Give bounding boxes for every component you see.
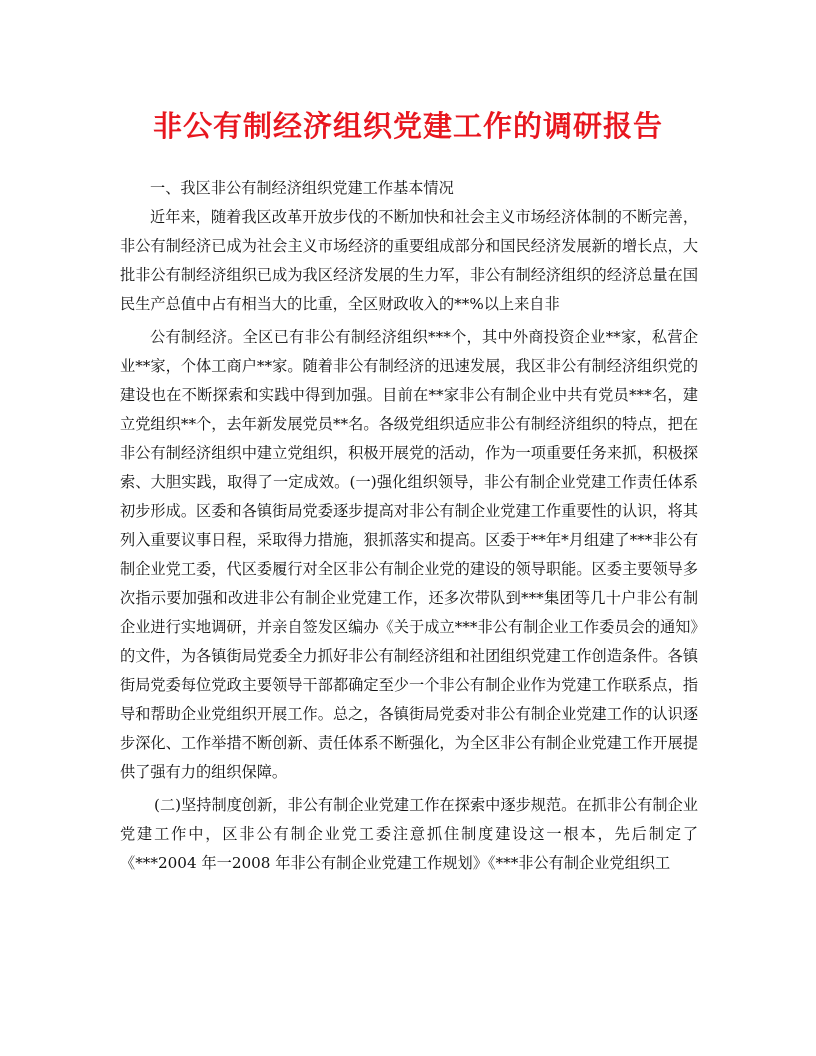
paragraph-main: 公有制经济。全区已有非公有制经济组织***个，其中外商投资企业**家，私营企业**家，个体工商户**家。随着非公有制经济的迅速发展，我区非公有制经济组织党的建设也在不断探索和实践中得到加强。目前在**家非公有制企业中共有党员***名，建立党组织**个，去年新发展党员**名。各级党组织适应非公有制经济组织的特点，把在非公有制经济组织中建立党组织，积极开展党的活动，作为一项重要任务来抓，积极探索、大胆实践，取得了一定成效。(一)强化组织领导，非公有制企业党建工作责任体系初步形成。区委和各镇街局党委逐步提高对非公有制企业党建工作重要性的认识，将其列入重要议事日程，采取得力措施，狠抓落实和提高。区委于**年*月组建了***非公有制企业党工委，代区委履行对全区非公有制企业党的建设的领导职能。区委主要领导多次指示要加强和改进非公有制企业党建工作，还多次带队到***集团等几十户非公有制企业进行实地调研，并亲自签发区编办《关于成立***非公有制企业工作委员会的通知》的文件，为各镇街局党委全力抓好非公有制经济组和社团组织党建工作创造条件。各镇街局党委每位党政主要领导干部都确定至少一个非公有制企业作为党建工作联系点，指导和帮助企业党组织开展工作。总之，各镇街局党委对非公有制企业党建工作的认识逐步深化、工作举措不断创新、责任体系不断强化，为全区非公有制企业党建工作开展提供了强有力的组织保障。 (120, 328, 698, 781)
section-heading: 一、我区非公有制经济组织党建工作基本情况 (150, 179, 454, 197)
document-body (120, 174, 698, 878)
document-title: 非公有制经济组织党建工作的调研报告 (152, 109, 663, 143)
paragraph-institution: (二)坚持制度创新，非公有制企业党建工作在探索中逐步规范。在抓非公有制企业党建工作中，区非公有制企业党工委注意抓住制度建设这一根本，先后制定了《***2004 年一2008 年非公有制企业党建工作规划》《***非公有制企业党组织工 (120, 796, 698, 872)
paragraph-intro: 近年来，随着我区改革开放步伐的不断加快和社会主义市场经济体制的不断完善，非公有制经济已成为社会主义市场经济的重要组成部分和国民经济发展新的增长点，大批非公有制经济组织已成为我区经济发展的生力军，非公有制经济组织的经济总量在国民生产总值中占有相当大的比重，全区财政收入的**%以上来自非 (120, 208, 698, 313)
